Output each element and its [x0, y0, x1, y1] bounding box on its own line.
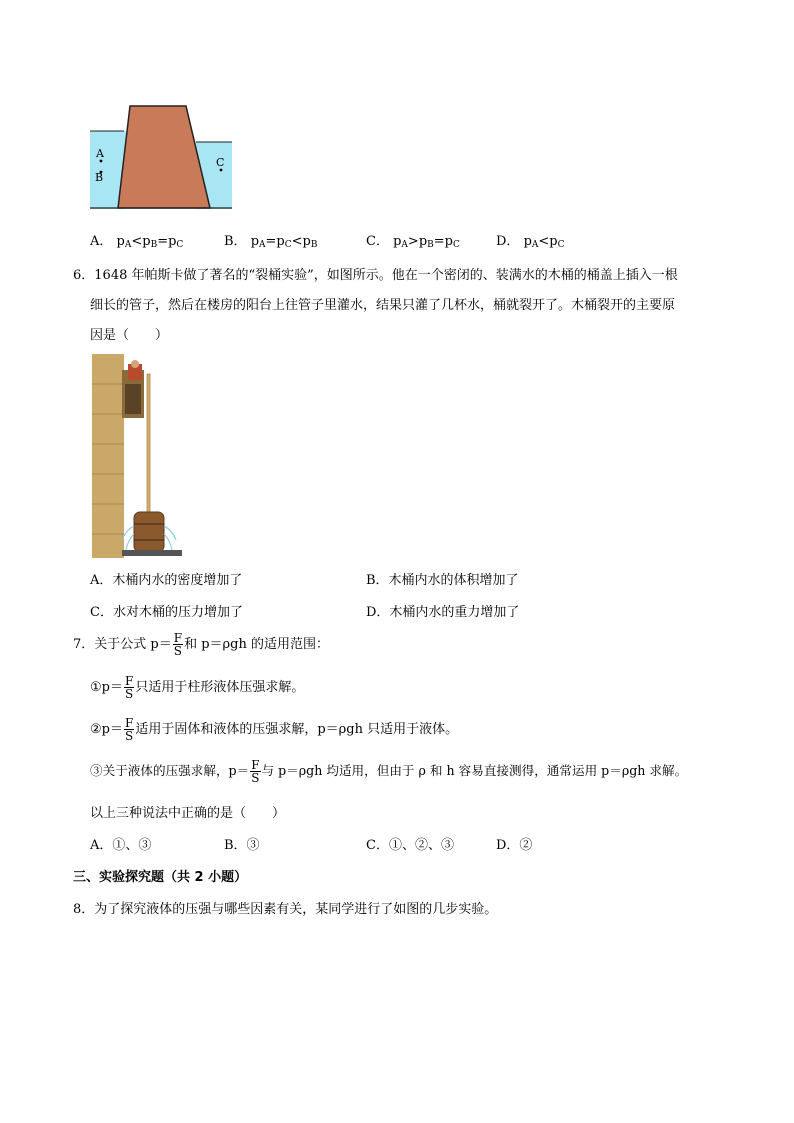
fraction-f-over-s: $\frac{F}{S}$ [173, 631, 183, 658]
q5-option-b[interactable]: B． $p_A=p_C<p_B$ [224, 234, 318, 250]
pascal-barrel-illustration [92, 354, 182, 558]
fraction-f-over-s: $\frac{F}{S}$ [124, 674, 134, 701]
q6-option-b[interactable]: B．木桶内水的体积增加了 [366, 573, 519, 588]
label-b: B [95, 171, 104, 184]
fraction-f-over-s: $\frac{F}{S}$ [124, 716, 134, 743]
q6-stem-line3: 因是（ ） [90, 328, 169, 343]
point-a-dot [100, 160, 103, 163]
q7-option-c[interactable]: C．①、②、③ [366, 838, 454, 853]
q7-option-a[interactable]: A．①、③ [90, 838, 152, 853]
thin-tube [147, 374, 150, 514]
dam-body [118, 106, 210, 208]
q7-option-d[interactable]: D．② [496, 838, 533, 853]
ground [122, 550, 182, 556]
q8-stem: 8．为了探究液体的压强与哪些因素有关，某同学进行了如图的几步实验。 [73, 902, 498, 917]
q7-option-b[interactable]: B．③ [224, 838, 260, 853]
fraction-f-over-s: $\frac{F}{S}$ [251, 758, 260, 785]
q7-stem: 7．关于公式 p＝ $\frac{F}{S}$ 和 p＝ρgh 的适用范围： [73, 631, 329, 658]
q6-stem-line1: 6．1648 年帕斯卡做了著名的“裂桶实验”，如图所示。他在一个密闭的、装满水的木桶的桶盖上插入一根 [73, 268, 678, 283]
q7-question: 以上三种说法中正确的是（ ） [90, 806, 286, 821]
q6-option-a[interactable]: A．木桶内水的密度增加了 [90, 573, 243, 588]
q7-statement-2: ②p＝ $\frac{F}{S}$ 适用于固体和液体的压强求解，p＝ρgh 只适用于液体。 [90, 716, 459, 743]
q7-statement-1: ①p＝ $\frac{F}{S}$ 只适用于柱形液体压强求解。 [90, 674, 305, 701]
q6-option-d[interactable]: D．木桶内水的重力增加了 [366, 605, 520, 620]
label-c: C [216, 156, 225, 169]
label-a: A [96, 147, 104, 160]
building-wall [92, 354, 124, 558]
q6-stem-line2: 细长的管子，然后在楼房的阳台上往管子里灌水，结果只灌了几杯水，桶就裂开了。木桶裂开的主要原 [90, 298, 676, 313]
q5-figure [90, 104, 232, 210]
q5-option-a[interactable]: A． $p_A<p_B=p_C$ [90, 234, 184, 250]
section-heading: 三、实验探究题（共 2 小题） [73, 870, 248, 885]
q5-option-c[interactable]: C． $p_A>p_B=p_C$ [366, 234, 460, 250]
dam-diagram [90, 104, 232, 210]
q6-option-c[interactable]: C．水对木桶的压力增加了 [90, 605, 243, 620]
q6-figure [92, 354, 182, 558]
q5-option-d[interactable]: D． $p_A<p_C$ [496, 234, 565, 250]
barrel [134, 512, 164, 552]
q7-statement-3: ③关于液体的压强求解，p＝ $\frac{F}{S}$ 与 p＝ρgh 均适用，但由于 ρ 和 h 容易直接测得，通常运用 p＝ρgh 求解。 [90, 758, 688, 785]
point-c-dot [220, 169, 223, 172]
